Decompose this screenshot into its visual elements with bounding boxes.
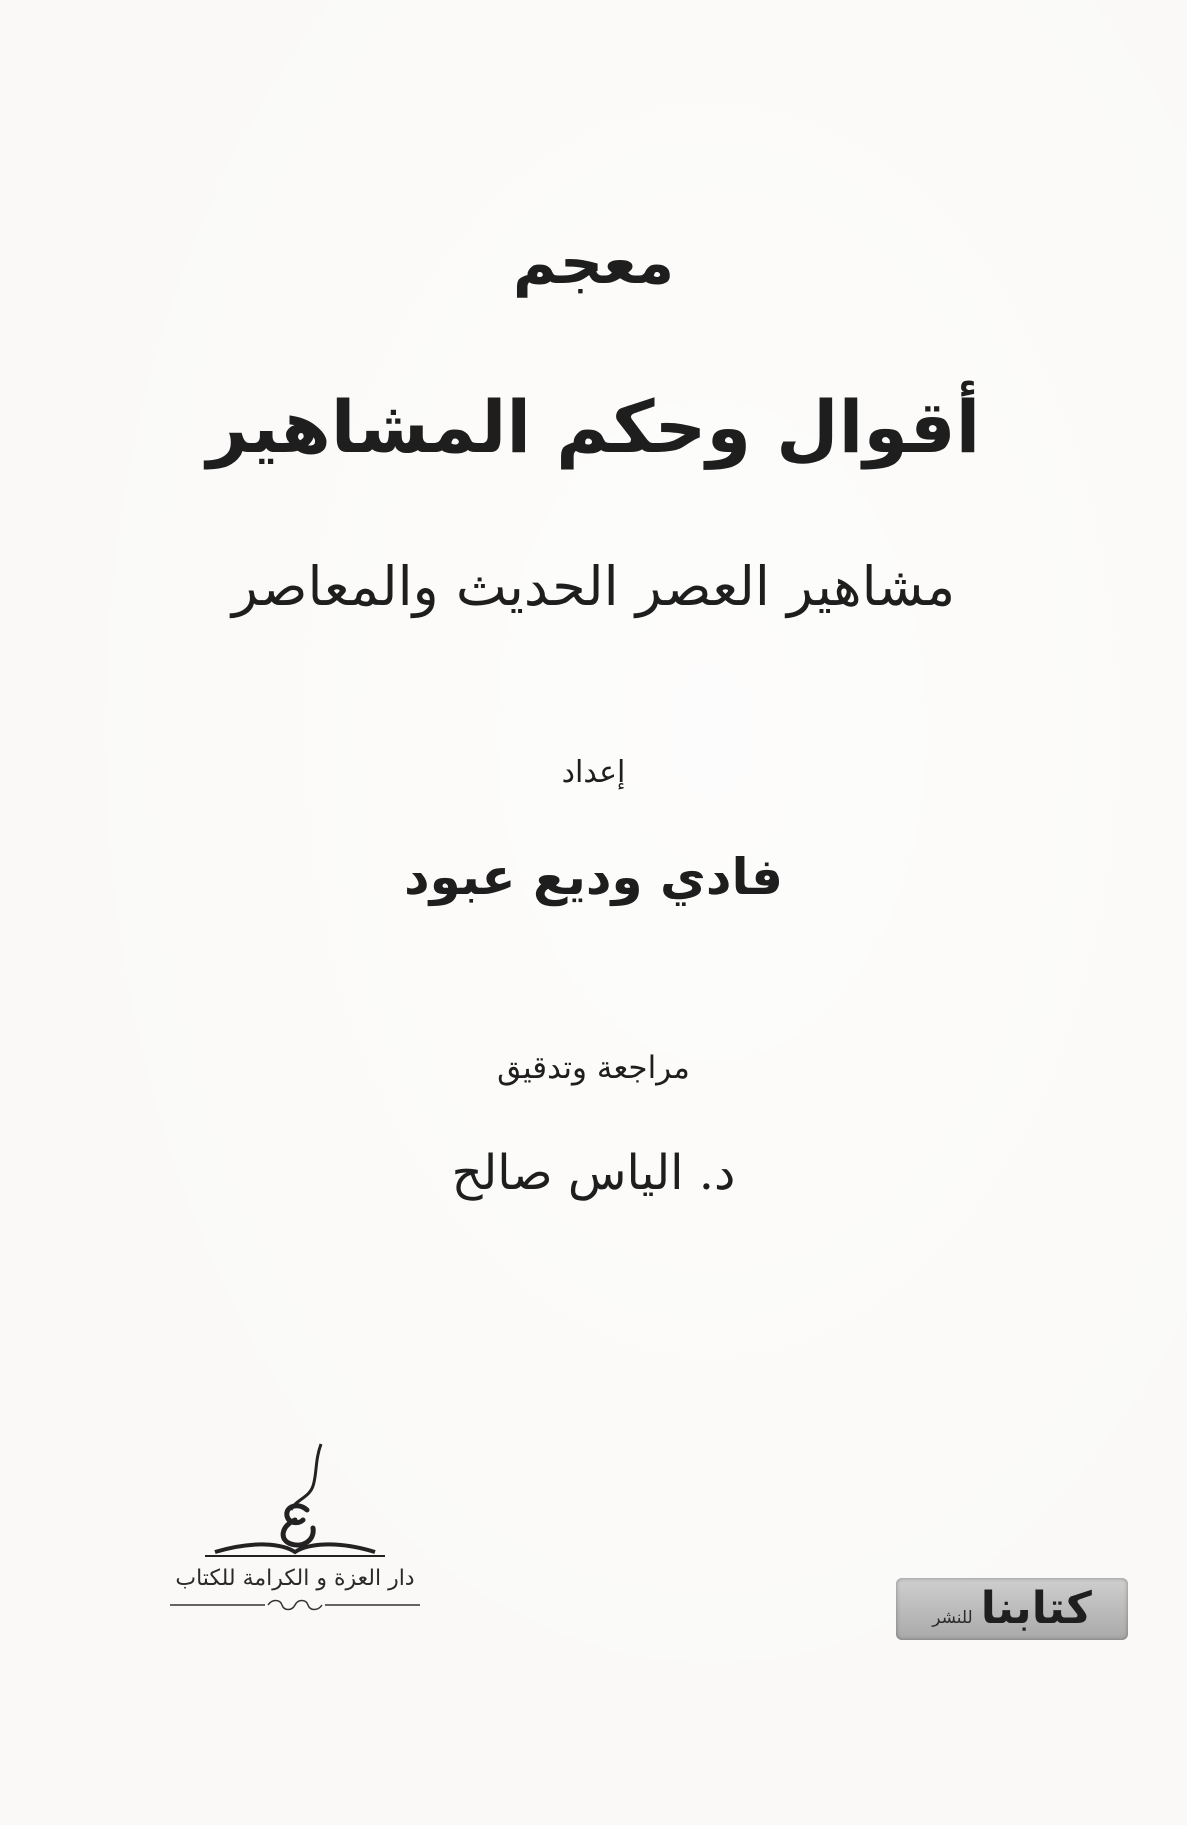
publisher-logo-right (896, 1578, 1128, 1640)
book-title-line-1: معجم (512, 228, 675, 298)
publisher-logo-left (160, 1440, 430, 1640)
book-title-line-2: أقوال وحكم المشاهير (206, 385, 981, 469)
ain-book-logo-icon (195, 1440, 395, 1560)
publisher-left-name: دار العزة و الكرامة للكتاب (175, 1566, 415, 1591)
review-label: مراجعة وتدقيق (497, 1050, 690, 1086)
prepared-by-label: إعداد (561, 755, 626, 790)
publisher-right-brand: كتابنا (980, 1583, 1092, 1634)
publisher-right-suffix: للنشر (932, 1607, 973, 1628)
ornament-divider-icon (170, 1597, 420, 1613)
reviewer-name: د. الياس صالح (451, 1145, 736, 1201)
author-name: فادي وديع عبود (403, 848, 784, 906)
book-subtitle: مشاهير العصر الحديث والمعاصر (231, 555, 956, 618)
